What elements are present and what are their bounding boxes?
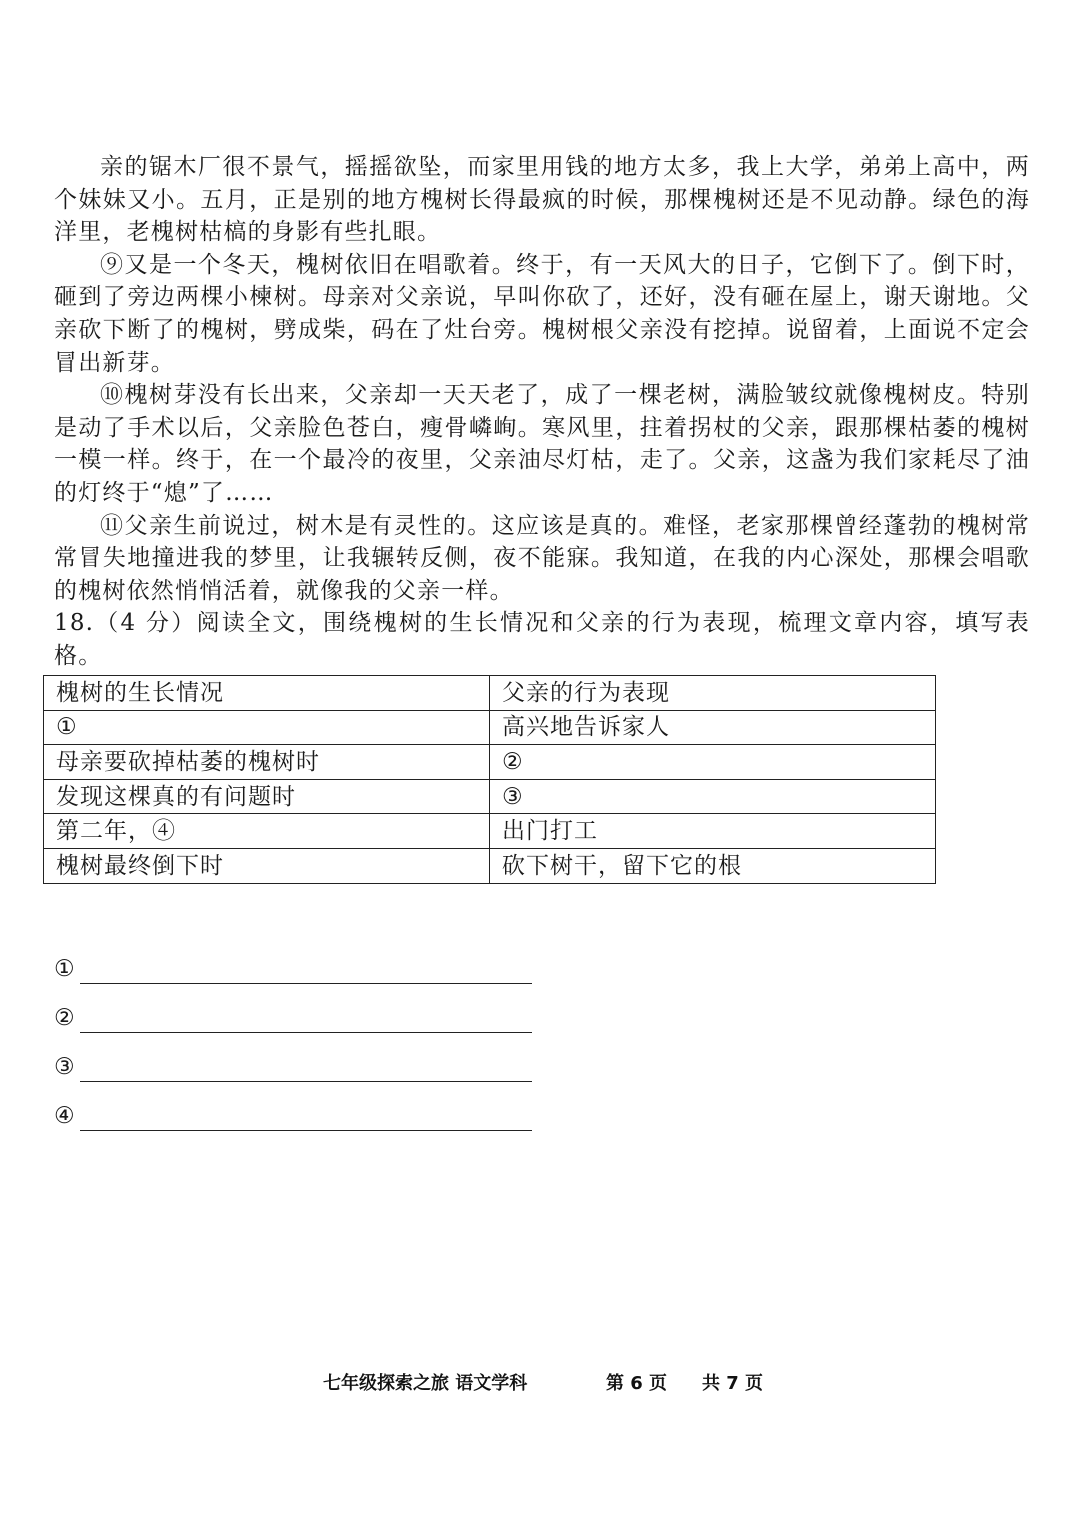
reading-passage [54, 151, 1030, 673]
answer-line[interactable] [80, 1055, 532, 1082]
table-header-row [44, 676, 936, 711]
answer-line[interactable] [80, 957, 532, 984]
answer-blank-4 [54, 1082, 532, 1131]
passage-paragraph-9: ⑨又是一个冬天，槐树依旧在唱歌着。终于，有一天风大的日子，它倒下了。倒下时，砸到了旁边两棵小楝树。母亲对父亲说，早叫你砍了，还好，没有砸在屋上，谢天谢地。父亲砍下断了的槐树，劈成柴，码在了灶台旁。槐树根父亲没有挖掉。说留着，上面说不定会冒出新芽。 [54, 251, 1030, 376]
table-header-cell: 父亲的行为表现 [490, 676, 936, 711]
table-cell: 出门打工 [490, 814, 936, 849]
blank-number: ③ [54, 1054, 75, 1080]
question-18: 18.（4 分）阅读全文，围绕槐树的生长情况和父亲的行为表现，梳理文章内容，填写表格。 [54, 610, 1030, 669]
table-row [44, 848, 936, 883]
answer-blank-1 [54, 935, 532, 984]
blank-number: ① [54, 956, 75, 982]
answer-blank-3 [54, 1033, 532, 1082]
table-cell: 母亲要砍掉枯萎的槐树时 [44, 745, 490, 780]
table-cell: 高兴地告诉家人 [490, 710, 936, 745]
table-header-cell: 槐树的生长情况 [44, 676, 490, 711]
answer-line[interactable] [80, 1006, 532, 1033]
passage-paragraph-11: ⑪父亲生前说过，树木是有灵性的。这应该是真的。难怪，老家那棵曾经蓬勃的槐树常常冒失地撞进我的梦里，让我辗转反侧，夜不能寐。我知道，在我的内心深处，那棵会唱歌的槐树依然悄悄活着，就像我的父亲一样。 [54, 512, 1030, 604]
passage-paragraph: 亲的锯木厂很不景气，摇摇欲坠，而家里用钱的地方太多，我上大学，弟弟上高中，两个妹妹又小。五月，正是别的地方槐树长得最疯的时候，那棵槐树还是不见动静。绿色的海洋里，老槐树枯槁的身影有些扎眼。 [54, 154, 1030, 246]
table-cell: ① [44, 710, 490, 745]
answer-line[interactable] [80, 1104, 532, 1131]
blank-number: ④ [54, 1103, 75, 1129]
table-cell: 砍下树干，留下它的根 [490, 848, 936, 883]
footer-subject: 七年级探索之旅 语文学科 [323, 1373, 528, 1394]
passage-paragraph-10: ⑩槐树芽没有长出来，父亲却一天天老了，成了一棵老树，满脸皱纹就像槐树皮。特别是动了手术以后，父亲脸色苍白，瘦骨嶙峋。寒风里，拄着拐杖的父亲，跟那棵枯萎的槐树一模一样。终于，在一个最冷的夜里，父亲油尽灯枯，走了。父亲，这盏为我们家耗尽了油的灯终于“熄”了…… [54, 382, 1030, 506]
answer-table [43, 675, 936, 884]
table-row [44, 710, 936, 745]
answer-blank-2 [54, 984, 532, 1033]
table-cell: 发现这棵真的有问题时 [44, 779, 490, 814]
table-row [44, 745, 936, 780]
blank-number: ② [54, 1005, 75, 1031]
table-row [44, 779, 936, 814]
table-cell: ③ [490, 779, 936, 814]
table-cell: 槐树最终倒下时 [44, 848, 490, 883]
footer-page-number: 第 6 页 [606, 1373, 668, 1394]
table-cell: 第二年，④ [44, 814, 490, 849]
answer-blanks [54, 935, 532, 1131]
table-cell: ② [490, 745, 936, 780]
table-row [44, 814, 936, 849]
footer-page-total: 共 7 页 [702, 1373, 764, 1394]
